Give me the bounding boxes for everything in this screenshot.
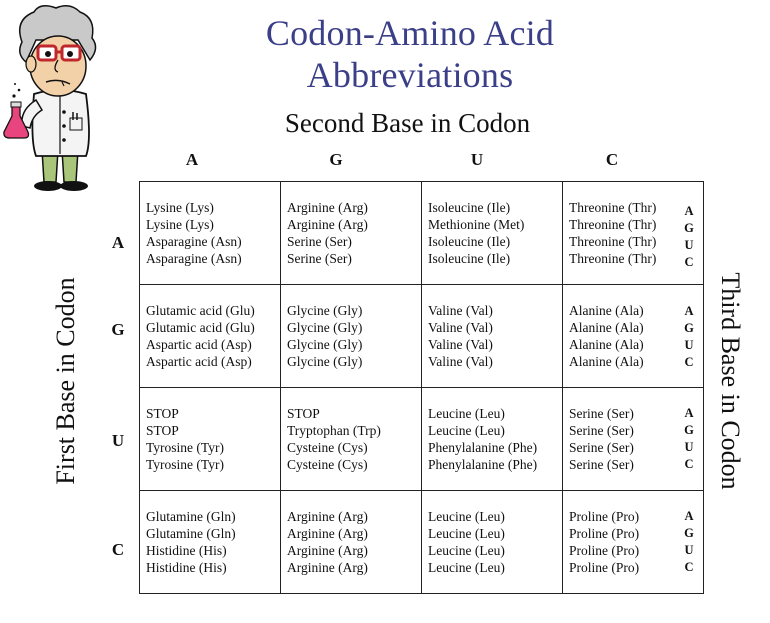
codon-entry: Cysteine (Cys) bbox=[287, 440, 368, 455]
codon-entry: Leucine (Leu) bbox=[428, 509, 505, 524]
codon-entry: Leucine (Leu) bbox=[428, 543, 505, 558]
third-base-letter: U bbox=[684, 238, 694, 252]
codon-entry: Glycine (Gly) bbox=[287, 337, 363, 352]
codon-entry: Phenylalanine (Phe) bbox=[428, 457, 538, 472]
codon-entry: Isoleucine (Ile) bbox=[428, 200, 511, 215]
page-title: Codon-Amino Acid Abbreviations bbox=[265, 13, 555, 95]
third-base-letter: A bbox=[684, 509, 694, 523]
third-base-column bbox=[680, 508, 698, 576]
codon-entry: Lysine (Lys) bbox=[146, 217, 214, 232]
codon-entry: Serine (Ser) bbox=[287, 234, 352, 249]
codon-entry: Serine (Ser) bbox=[569, 440, 634, 455]
second-base-label: Second Base in Codon bbox=[284, 108, 531, 138]
third-base-letter: A bbox=[684, 204, 694, 218]
codon-entry: Arginine (Arg) bbox=[287, 200, 368, 215]
table-cell bbox=[422, 491, 563, 594]
codon-entry: Arginine (Arg) bbox=[287, 543, 368, 558]
third-base-letter: C bbox=[684, 560, 694, 574]
table-cell bbox=[281, 491, 422, 594]
codon-entry: Leucine (Leu) bbox=[428, 406, 505, 421]
codon-entry: Proline (Pro) bbox=[569, 543, 640, 558]
row-header-a: A bbox=[111, 233, 125, 252]
third-base-letter: C bbox=[684, 355, 694, 369]
codon-entry: Glutamic acid (Glu) bbox=[146, 320, 255, 335]
codon-entry: Valine (Val) bbox=[428, 354, 493, 369]
codon-entry: Serine (Ser) bbox=[569, 423, 634, 438]
third-base-label: Third Base in Codon bbox=[716, 272, 745, 490]
row-header-g: G bbox=[111, 320, 125, 339]
codon-entry: Serine (Ser) bbox=[569, 406, 634, 421]
codon-table bbox=[139, 181, 704, 594]
codon-entry: Leucine (Leu) bbox=[428, 423, 505, 438]
third-base-column bbox=[680, 405, 698, 473]
table-cell bbox=[281, 182, 422, 285]
table-cell bbox=[140, 491, 281, 594]
row-header-u: U bbox=[111, 431, 125, 450]
third-base-letter: G bbox=[684, 526, 694, 540]
table-cell bbox=[281, 388, 422, 491]
codon-entry: Asparagine (Asn) bbox=[146, 234, 242, 249]
codon-entry: Threonine (Thr) bbox=[569, 217, 657, 232]
codon-entry: Serine (Ser) bbox=[569, 457, 634, 472]
table-cell bbox=[422, 388, 563, 491]
codon-entry: Glycine (Gly) bbox=[287, 303, 363, 318]
codon-entry: Tryptophan (Trp) bbox=[287, 423, 381, 438]
codon-entry: Proline (Pro) bbox=[569, 560, 640, 575]
table-row bbox=[140, 388, 704, 491]
codon-entry: Aspartic acid (Asp) bbox=[146, 337, 252, 352]
codon-entry: Methionine (Met) bbox=[428, 217, 525, 232]
codon-entry: STOP bbox=[146, 406, 179, 421]
column-header-g: G bbox=[329, 150, 343, 169]
codon-entry: Glutamine (Gln) bbox=[146, 526, 236, 541]
codon-entry: Asparagine (Asn) bbox=[146, 251, 242, 266]
first-base-label: First Base in Codon bbox=[51, 277, 80, 485]
codon-entry: Leucine (Leu) bbox=[428, 526, 505, 541]
codon-entry: Phenylalanine (Phe) bbox=[428, 440, 538, 455]
table-cell bbox=[140, 182, 281, 285]
codon-entry: Aspartic acid (Asp) bbox=[146, 354, 252, 369]
codon-entry: Proline (Pro) bbox=[569, 526, 640, 541]
codon-entry: Valine (Val) bbox=[428, 337, 493, 352]
table-cell bbox=[281, 285, 422, 388]
codon-entry: Histidine (His) bbox=[146, 543, 227, 558]
codon-entry: Valine (Val) bbox=[428, 320, 493, 335]
codon-entry: Arginine (Arg) bbox=[287, 509, 368, 524]
codon-entry: Cysteine (Cys) bbox=[287, 457, 368, 472]
codon-entry: STOP bbox=[287, 406, 320, 421]
codon-entry: Lysine (Lys) bbox=[146, 200, 214, 215]
codon-entry: Alanine (Ala) bbox=[569, 303, 644, 318]
scientist-mascot-icon bbox=[0, 0, 120, 200]
codon-entry: Alanine (Ala) bbox=[569, 320, 644, 335]
codon-entry: Threonine (Thr) bbox=[569, 200, 657, 215]
codon-entry: Glycine (Gly) bbox=[287, 354, 363, 369]
codon-entry: Alanine (Ala) bbox=[569, 337, 644, 352]
table-row bbox=[140, 182, 704, 285]
third-base-letter: C bbox=[684, 255, 694, 269]
table-cell bbox=[422, 182, 563, 285]
table-row bbox=[140, 285, 704, 388]
codon-entry: Isoleucine (Ile) bbox=[428, 234, 511, 249]
codon-entry: Tyrosine (Tyr) bbox=[146, 457, 224, 472]
third-base-letter: U bbox=[684, 440, 694, 454]
third-base-letter: A bbox=[684, 406, 694, 420]
table-cell bbox=[140, 388, 281, 491]
codon-entry: Serine (Ser) bbox=[287, 251, 352, 266]
codon-entry: Valine (Val) bbox=[428, 303, 493, 318]
table-cell bbox=[140, 285, 281, 388]
table-cell bbox=[422, 285, 563, 388]
codon-entry: Arginine (Arg) bbox=[287, 217, 368, 232]
third-base-letter: G bbox=[684, 321, 694, 335]
codon-entry: Histidine (His) bbox=[146, 560, 227, 575]
codon-entry: Isoleucine (Ile) bbox=[428, 251, 511, 266]
table-row bbox=[140, 491, 704, 594]
third-base-letter: C bbox=[684, 457, 694, 471]
codon-entry: Proline (Pro) bbox=[569, 509, 640, 524]
third-base-letter: A bbox=[684, 304, 694, 318]
codon-entry: Alanine (Ala) bbox=[569, 354, 644, 369]
third-base-letter: G bbox=[684, 423, 694, 437]
codon-entry: Arginine (Arg) bbox=[287, 560, 368, 575]
codon-entry: Threonine (Thr) bbox=[569, 251, 657, 266]
third-base-column bbox=[680, 303, 698, 371]
codon-entry: Glutamine (Gln) bbox=[146, 509, 236, 524]
column-header-u: U bbox=[470, 150, 484, 169]
row-header-c: C bbox=[111, 540, 125, 559]
codon-entry: Glutamic acid (Glu) bbox=[146, 303, 255, 318]
third-base-letter: U bbox=[684, 338, 694, 352]
codon-entry: STOP bbox=[146, 423, 179, 438]
third-base-letter: G bbox=[684, 221, 694, 235]
column-header-a: A bbox=[185, 150, 199, 169]
third-base-column bbox=[680, 203, 698, 271]
codon-entry: Tyrosine (Tyr) bbox=[146, 440, 224, 455]
codon-entry: Glycine (Gly) bbox=[287, 320, 363, 335]
third-base-letter: U bbox=[684, 543, 694, 557]
column-header-c: C bbox=[605, 150, 619, 169]
codon-entry: Arginine (Arg) bbox=[287, 526, 368, 541]
codon-entry: Leucine (Leu) bbox=[428, 560, 505, 575]
codon-entry: Threonine (Thr) bbox=[569, 234, 657, 249]
